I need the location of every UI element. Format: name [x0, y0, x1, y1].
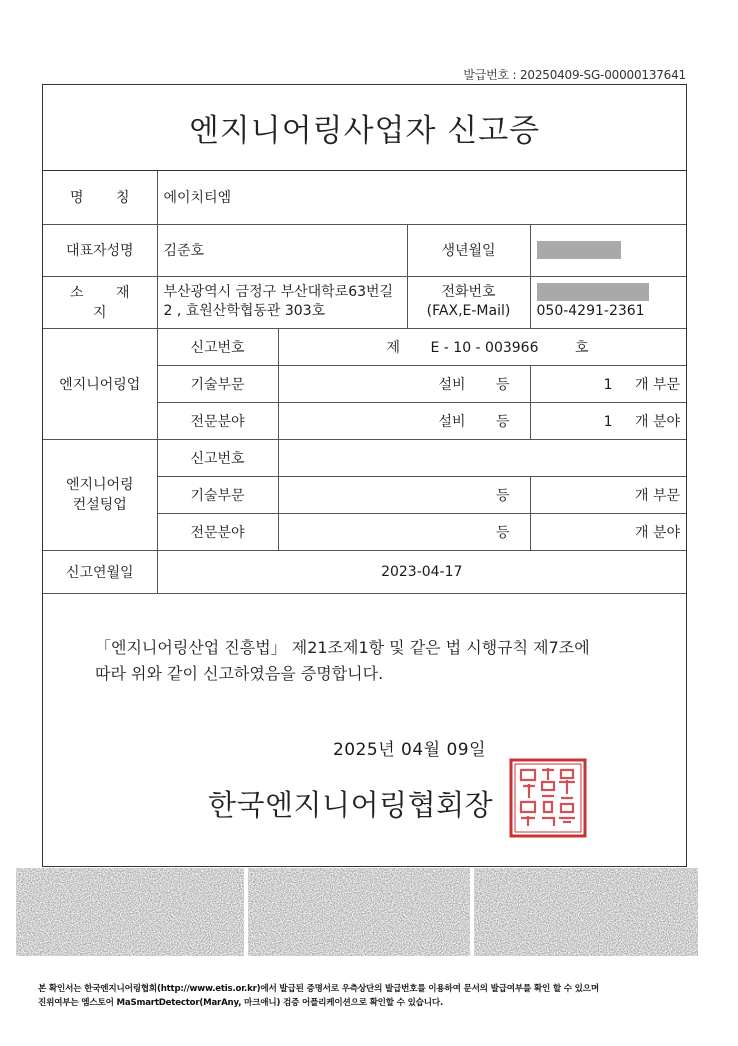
name-label: 명 칭: [43, 171, 157, 224]
consulting-tech-field: [278, 476, 530, 513]
verification-note: [38, 982, 599, 1010]
info-table: [43, 171, 686, 594]
engineering-spec-count: [530, 402, 686, 439]
address-value: [157, 276, 407, 328]
spec-unit: 개 분야: [634, 413, 680, 430]
engineering-section-label: 엔지니어링업: [43, 328, 157, 439]
consulting-spec-field: [278, 513, 530, 550]
phone-label: [407, 276, 530, 328]
consulting-section-label: [43, 439, 157, 550]
engineering-reg-label: 신고번호: [157, 328, 278, 365]
phone-label-line: 전화번호: [441, 284, 496, 300]
phone-label-line: (FAX,E-Mail): [426, 303, 511, 319]
engineering-spec-label: 전문분야: [157, 402, 278, 439]
reg-suffix: 호: [574, 339, 589, 356]
certificate-frame: [42, 84, 687, 867]
birth-label: 생년월일: [407, 224, 530, 276]
security-pattern: [474, 868, 698, 956]
engineering-tech-count: [530, 365, 686, 402]
birth-value: [530, 224, 686, 276]
statement-line: 「엔지니어링산업 진흥법」 제21조제1항 및 같은 법 시행규칙 제7조에: [95, 638, 590, 657]
engineering-tech-field: [278, 365, 530, 402]
spec-etc: 등: [495, 413, 510, 430]
address-line: 부산광역시 금정구 부산대학로63번길: [163, 284, 394, 300]
table-row: [43, 439, 686, 476]
redaction-block: [537, 283, 649, 301]
consulting-label-line: 컨설팅업: [72, 496, 127, 513]
phone-number: 050-4291-2361: [536, 303, 645, 319]
spec-count: 1: [603, 413, 613, 430]
address-label: 소 재 지: [43, 276, 157, 328]
reg-number: E - 10 - 003966: [430, 339, 539, 356]
tech-count: 1: [603, 376, 613, 393]
table-row: [43, 328, 686, 365]
issuer-name: 한국엔지니어링협회장: [208, 788, 494, 822]
note-line: 진위여부는 엠스토어 MaSmartDetector(MarAny, 마크애니) 검증 어플리케이션으로 확인할 수 있습니다.: [38, 998, 444, 1008]
issue-date: 2025년 04월 09일: [332, 740, 487, 760]
security-pattern: [248, 868, 470, 956]
consulting-tech-unit: 개 부문: [530, 476, 686, 513]
table-row: [43, 276, 686, 328]
table-row: [43, 171, 686, 224]
certification-statement: [95, 635, 590, 687]
consulting-reg-label: 신고번호: [157, 439, 278, 476]
issue-number: 발급번호 : 20250409-SG-00000137641: [463, 68, 686, 82]
redaction-block: [537, 241, 621, 259]
official-seal-icon: [509, 758, 587, 838]
engineering-spec-field: [278, 402, 530, 439]
table-row: [43, 224, 686, 276]
security-pattern: [16, 868, 244, 956]
consulting-spec-label: 전문분야: [157, 513, 278, 550]
representative-label: 대표자성명: [43, 224, 157, 276]
table-row: [43, 550, 686, 593]
reg-prefix: 제: [386, 339, 401, 356]
engineering-reg-value: [278, 328, 686, 365]
tech-field: 설비: [438, 376, 466, 393]
spec-field: 설비: [438, 413, 466, 430]
spec-etc: 등: [495, 524, 510, 541]
tech-etc: 등: [495, 487, 510, 504]
statement-line: 따라 위와 같이 신고하였음을 증명합니다.: [95, 664, 384, 683]
address-line: 2 , 효원산학협동관 303호: [163, 303, 326, 319]
report-date-label: 신고연월일: [43, 550, 157, 593]
report-date-value: 2023-04-17: [157, 550, 686, 593]
consulting-reg-value: [278, 439, 686, 476]
note-line: 본 확인서는 한국엔지니어링협회(http://www.etis.or.kr)에서 발급된 증명서로 우측상단의 발급번호를 이용하여 문서의 발급여부를 확인 할 수 있으며: [38, 984, 599, 994]
consulting-spec-unit: 개 분야: [530, 513, 686, 550]
tech-etc: 등: [495, 376, 510, 393]
phone-value: [530, 276, 686, 328]
engineering-tech-label: 기술부문: [157, 365, 278, 402]
tech-unit: 개 부문: [634, 376, 680, 393]
certificate-title: 엔지니어링사업자 신고증: [43, 85, 686, 171]
consulting-tech-label: 기술부문: [157, 476, 278, 513]
representative-value: 김준호: [157, 224, 407, 276]
name-value: 에이치티엠: [157, 171, 686, 224]
consulting-label-line: 엔지니어링: [65, 476, 134, 493]
